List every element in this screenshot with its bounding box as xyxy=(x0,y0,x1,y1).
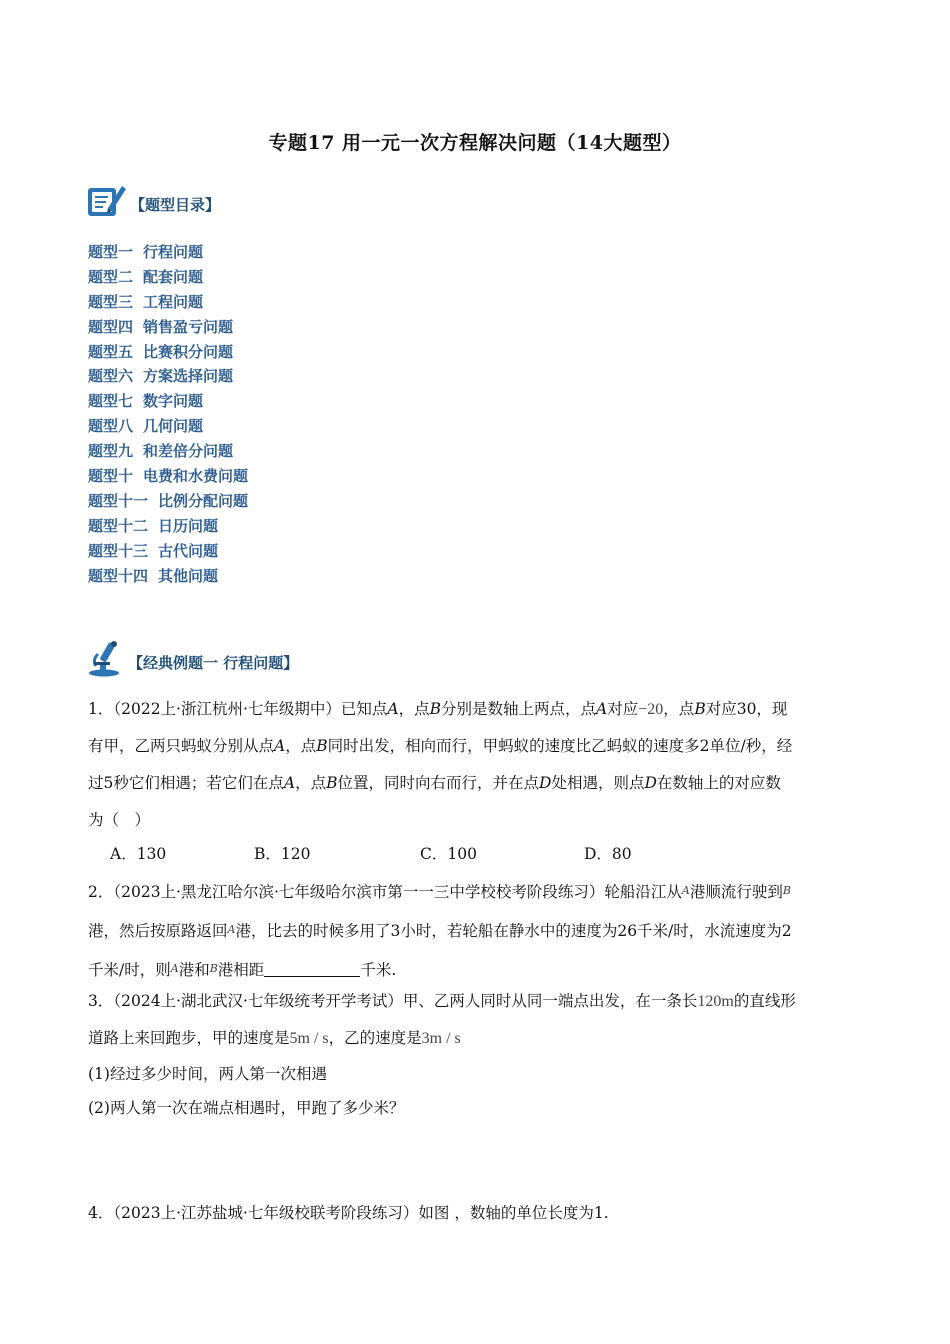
q3-sub-2: (2)两人第一次在端点相遇时，甲跑了多少米？ xyxy=(88,1099,405,1117)
q1-line: 有甲，乙两只蚂蚁分别从点A，点B同时出发，相向而行，甲蚂蚁的速度比乙蚂蚁的速度多2单位/秒，经 xyxy=(88,737,793,755)
catalog-list xyxy=(88,240,248,588)
example-label: 【经典例题一 行程问题】 xyxy=(128,653,299,672)
catalog-item[interactable]: 题型四 销售盈亏问题 xyxy=(88,317,234,336)
q1-options xyxy=(88,839,868,869)
q1-line: 1．（2022上·浙江杭州·七年级期中）已知点A，点B分别是数轴上两点，点A对应−20，点B对应30，现 xyxy=(88,700,788,718)
q2-line: 港，然后按原路返回A港，比去的时候多用了3小时，若轮船在静水中的速度为26千米/时，水流速度为2 xyxy=(88,922,792,940)
q4-line: 4．（2023上·江苏盐城·七年级校联考阶段练习）如图 ，数轴的单位长度为1. xyxy=(88,1204,609,1222)
catalog-item[interactable]: 题型十一 比例分配问题 xyxy=(88,491,249,510)
catalog-item[interactable]: 题型七 数字问题 xyxy=(88,392,204,411)
catalog-item[interactable]: 题型三 工程问题 xyxy=(88,292,204,311)
question-1 xyxy=(88,691,868,869)
catalog-item[interactable]: 题型六 方案选择问题 xyxy=(88,367,234,386)
q3-sub-1: (1)经过多少时间，两人第一次相遇 xyxy=(88,1065,327,1083)
q2-line: 千米/时，则A港和B港相距 千米. xyxy=(88,950,868,989)
option-d[interactable]: D．80 xyxy=(584,845,632,863)
q1-line: 过5秒它们相遇；若它们在点A，点B位置，同时向右而行，并在点D处相遇，则点D在数轴上的对应数 xyxy=(88,774,781,792)
catalog-item[interactable]: 题型八 几何问题 xyxy=(88,417,204,436)
catalog-item[interactable]: 题型九 和差倍分问题 xyxy=(88,442,234,461)
catalog-item[interactable]: 题型十 电费和水费问题 xyxy=(88,467,249,486)
catalog-item[interactable]: 题型一 行程问题 xyxy=(88,243,204,261)
microscope-icon xyxy=(86,638,126,682)
catalog-item[interactable]: 题型十二 日历问题 xyxy=(88,516,219,535)
question-4 xyxy=(88,1195,868,1232)
catalog-item[interactable]: 题型二 配套问题 xyxy=(88,267,204,286)
answer-blank[interactable] xyxy=(264,958,360,977)
option-a[interactable]: A．130 xyxy=(110,845,167,863)
edit-notebook-icon xyxy=(86,180,128,224)
example-header xyxy=(86,640,298,680)
catalog-item[interactable]: 题型十四 其他问题 xyxy=(88,566,219,585)
question-2 xyxy=(88,872,868,989)
q3-line: 3．（2024上·湖北武汉·七年级统考开学考试）甲、乙两人同时从同一端点出发，在一条长120m的直线形 xyxy=(88,992,796,1010)
catalog-label: 【题型目录】 xyxy=(130,195,221,214)
catalog-item[interactable]: 题型十三 古代问题 xyxy=(88,541,219,560)
option-c[interactable]: C．100 xyxy=(420,845,477,863)
q2-line: 2．（2023上·黑龙江哈尔滨·七年级哈尔滨市第一一三中学校校考阶段练习）轮船沿江从A港顺流行驶到B xyxy=(88,883,791,901)
page-title: 专题17 用一元一次方程解决问题（14大题型） xyxy=(268,132,682,154)
q3-line: 道路上来回跑步，甲的速度是5m / s，乙的速度是3m / s xyxy=(88,1029,461,1047)
catalog-header xyxy=(86,182,220,222)
option-b[interactable]: B．120 xyxy=(254,845,311,863)
question-3 xyxy=(88,983,868,1125)
catalog-item[interactable]: 题型五 比赛积分问题 xyxy=(88,342,234,361)
q1-line: 为（ ） xyxy=(88,811,151,829)
